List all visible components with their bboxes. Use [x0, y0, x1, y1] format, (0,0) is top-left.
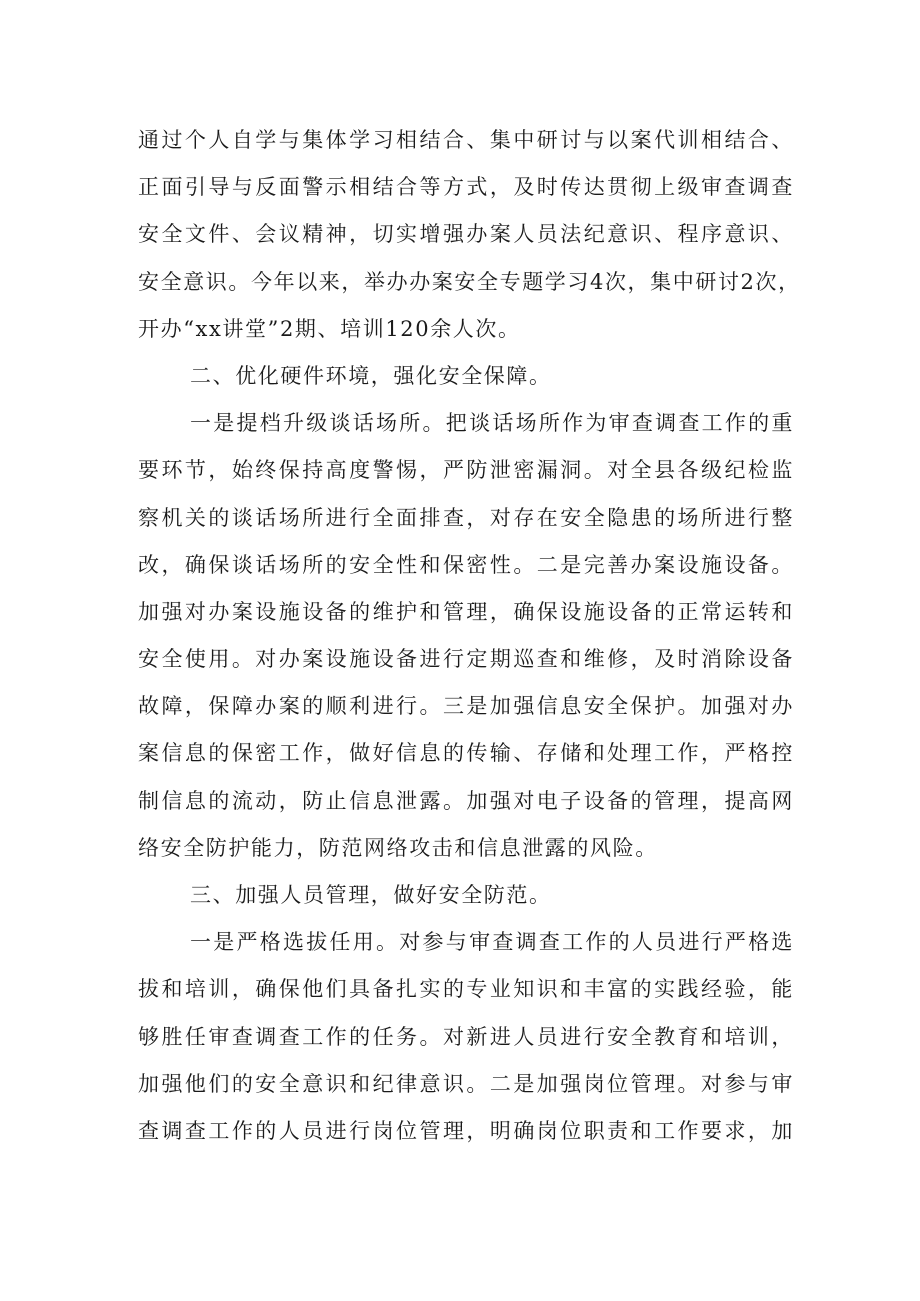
- text-line: 加强对办案设施设备的维护和管理，确保设施设备的正常运转和: [138, 599, 794, 624]
- text-line: 正面引导与反面警示相结合等方式，及时传达贯彻上级审查调查: [138, 175, 794, 200]
- paragraph-hardware-environment: [138, 400, 794, 872]
- section-heading-text: 二、优化硬件环境，强化安全保障。: [190, 363, 552, 388]
- text-line: 络安全防护能力，防范网络攻击和信息泄露的风险。: [138, 835, 658, 860]
- text-line: 通过个人自学与集体学习相结合、集中研讨与以案代训相结合、: [138, 128, 794, 152]
- text-line: 改，确保谈话场所的安全性和保密性。二是完善办案设施设备。: [138, 552, 794, 577]
- text-line: 开办“xx讲堂”2期、培训120余人次。: [138, 316, 521, 341]
- paragraph-study-summary: [138, 117, 801, 353]
- text-line: 制信息的流动，防止信息泄露。加强对电子设备的管理，提高网: [138, 788, 794, 813]
- section-heading-hardware: [138, 353, 794, 400]
- text-line: 安全使用。对办案设施设备进行定期巡查和维修，及时消除设备: [138, 647, 794, 672]
- text-line: 拔和培训，确保他们具备扎实的专业知识和丰富的实践经验，能: [138, 977, 794, 1002]
- section-heading-personnel: [138, 872, 794, 919]
- text-line: 够胜任审查调查工作的任务。对新进人员进行安全教育和培训，: [138, 1024, 794, 1049]
- text-line: 案信息的保密工作，做好信息的传输、存储和处理工作，严格控: [138, 741, 794, 766]
- text-line: 故障，保障办案的顺利进行。三是加强信息安全保护。加强对办: [138, 694, 794, 719]
- text-line: 一是提档升级谈话场所。把谈话场所作为审查调查工作的重: [190, 411, 794, 436]
- paragraph-personnel-management: [138, 919, 794, 1155]
- text-line: 安全文件、会议精神，切实增强办案人员法纪意识、程序意识、: [138, 222, 794, 247]
- section-heading-text: 三、加强人员管理，做好安全防范。: [190, 883, 552, 907]
- text-line: 查调查工作的人员进行岗位管理，明确岗位职责和工作要求，加: [138, 1118, 794, 1143]
- text-line: 要环节，始终保持高度警惕，严防泄密漏洞。对全县各级纪检监: [138, 458, 794, 483]
- text-line: 一是严格选拔任用。对参与审查调查工作的人员进行严格选: [190, 930, 794, 955]
- text-line: 安全意识。今年以来，举办办案安全专题学习4次，集中研讨2次，: [138, 269, 801, 294]
- document-body: [138, 117, 801, 1155]
- text-line: 察机关的谈话场所进行全面排查，对存在安全隐患的场所进行整: [138, 505, 794, 530]
- text-line: 加强他们的安全意识和纪律意识。二是加强岗位管理。对参与审: [138, 1071, 794, 1096]
